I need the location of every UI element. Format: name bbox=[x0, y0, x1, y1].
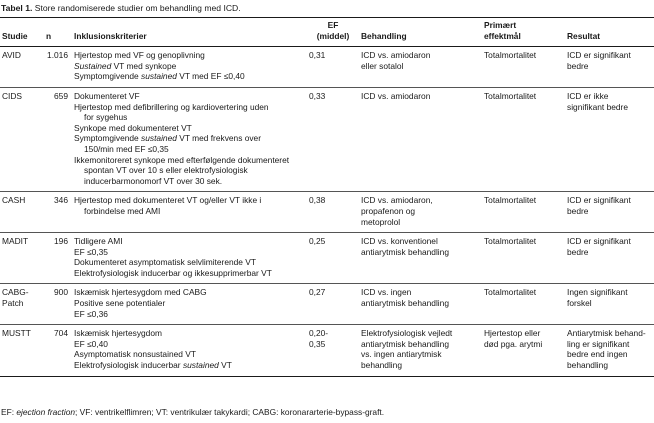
criteria-text: VT med synkope bbox=[111, 60, 177, 71]
col-header-endpoint-line1: Primært bbox=[484, 20, 517, 30]
treatment-line: ICD vs. konventionel bbox=[361, 236, 438, 247]
footnote-italic-text: ejection fraction bbox=[16, 407, 76, 417]
endpoint-line: Totalmortalitet bbox=[484, 90, 537, 101]
criteria-line bbox=[74, 309, 305, 320]
treatment-line: propafenon og bbox=[361, 205, 416, 216]
treatment-line: ICD vs. ingen bbox=[361, 287, 412, 298]
criteria-text: Synkope med dokumenteret VT bbox=[74, 122, 192, 133]
cell-endpoint bbox=[482, 192, 565, 233]
criteria-text: Ikkemonitoreret synkope med efterfølgende dokumenteret bbox=[74, 154, 290, 165]
result-line: bedre end ingen bbox=[567, 349, 628, 360]
criteria-italic-text: sustained bbox=[141, 133, 177, 144]
criteria-line bbox=[74, 112, 305, 123]
ef-line: 0,25 bbox=[309, 236, 326, 247]
result-line: behandling bbox=[567, 360, 608, 371]
criteria-line bbox=[74, 287, 305, 298]
cell-n: 659 bbox=[44, 87, 72, 191]
criteria-text: VT bbox=[218, 360, 232, 371]
ef-line: 0,33 bbox=[309, 90, 326, 101]
criteria-italic-text: sustained bbox=[182, 360, 219, 371]
cell-result bbox=[565, 233, 654, 284]
study-line: AVID bbox=[2, 50, 21, 61]
footnote-text: ; VF: ventrikelflimren; VT: ventrikulær takykardi; CABG: koronararterie-bypass-graft. bbox=[75, 407, 385, 417]
cell-study bbox=[0, 233, 44, 284]
criteria-text: EF ≤0,35 bbox=[74, 246, 108, 257]
cell-study bbox=[0, 284, 44, 325]
cell-endpoint bbox=[482, 87, 565, 191]
cell-n: 900 bbox=[44, 284, 72, 325]
study-line: CIDS bbox=[2, 90, 23, 101]
criteria-text: Hjertestop med VF og genoplivning bbox=[74, 50, 205, 61]
criteria-text: Dokumenteret VF bbox=[74, 90, 140, 101]
criteria-line bbox=[74, 61, 305, 72]
cell-ef bbox=[307, 284, 359, 325]
criteria-line bbox=[74, 71, 305, 82]
treatment-line: ICD vs. amiodaron bbox=[361, 50, 431, 61]
treatment-line: behandling bbox=[361, 360, 402, 371]
criteria-text: Positive sene potentialer bbox=[74, 298, 166, 309]
result-line: bedre bbox=[567, 60, 589, 71]
table-caption bbox=[1, 3, 241, 14]
cell-result bbox=[565, 87, 654, 191]
cell-ef bbox=[307, 325, 359, 376]
cell-criteria bbox=[72, 192, 307, 233]
study-line: MUSTT bbox=[2, 328, 31, 339]
result-line: forskel bbox=[567, 298, 592, 309]
table-body bbox=[0, 47, 654, 376]
table-row bbox=[0, 47, 654, 88]
ef-line: 0,20- bbox=[309, 328, 329, 339]
treatment-line: Elektrofysiologisk vejledt bbox=[361, 328, 453, 339]
cell-study bbox=[0, 47, 44, 88]
col-header-study: Studie bbox=[2, 30, 28, 41]
cell-criteria bbox=[72, 284, 307, 325]
ef-line: 0,38 bbox=[309, 195, 326, 206]
cell-study bbox=[0, 87, 44, 191]
cell-study bbox=[0, 192, 44, 233]
table-row bbox=[0, 192, 654, 233]
cell-endpoint bbox=[482, 47, 565, 88]
caption-text: Store randomiserede studier om behandling med ICD. bbox=[34, 3, 241, 13]
treatment-line: antiarytmisk behandling bbox=[361, 298, 449, 309]
cell-study bbox=[0, 325, 44, 376]
cell-treatment bbox=[359, 233, 482, 284]
col-header-ef-line2: (middel) bbox=[316, 30, 350, 41]
criteria-line bbox=[74, 236, 305, 247]
cell-n: 1.016 bbox=[47, 50, 68, 61]
criteria-line bbox=[74, 176, 305, 187]
criteria-line bbox=[74, 349, 305, 360]
criteria-line bbox=[74, 257, 305, 268]
criteria-line bbox=[74, 360, 305, 371]
study-line: CABG- bbox=[2, 287, 29, 298]
cell-treatment bbox=[359, 284, 482, 325]
criteria-text: Elektrofysiologisk inducerbar bbox=[74, 360, 183, 371]
cell-ef bbox=[307, 233, 359, 284]
cell-result bbox=[565, 284, 654, 325]
result-line: ICD er signifikant bbox=[567, 50, 631, 61]
treatment-line: antiarytmisk behandling bbox=[361, 246, 449, 257]
criteria-italic-text: Sustained bbox=[74, 60, 112, 71]
col-header-ef bbox=[307, 18, 359, 47]
col-header-endpoint bbox=[482, 18, 565, 47]
result-line: Antiarytmisk behand- bbox=[567, 328, 646, 339]
criteria-text: forbindelse med AMI bbox=[84, 205, 161, 216]
criteria-line bbox=[74, 206, 305, 217]
table-header-row bbox=[0, 18, 654, 47]
cell-n: 196 bbox=[44, 233, 72, 284]
result-line: bedre bbox=[567, 205, 589, 216]
cell-criteria bbox=[72, 47, 307, 88]
criteria-text: Dokumenteret asymptomatisk selvlimiterende VT bbox=[74, 257, 256, 268]
cell-result bbox=[565, 325, 654, 376]
criteria-line bbox=[74, 123, 305, 134]
criteria-text: spontan VT over 10 s eller elektrofysiologisk bbox=[84, 165, 248, 176]
result-line: ICD er signifikant bbox=[567, 236, 631, 247]
col-header-criteria: Inklusionskriterier bbox=[74, 30, 147, 41]
endpoint-line: Totalmortalitet bbox=[484, 287, 537, 298]
criteria-italic-text: sustained bbox=[141, 71, 177, 82]
result-line: ICD er signifikant bbox=[567, 195, 631, 206]
endpoint-line: Totalmortalitet bbox=[484, 195, 537, 206]
icd-studies-table bbox=[0, 17, 654, 377]
col-header-result: Resultat bbox=[567, 30, 601, 41]
ef-line: 0,27 bbox=[309, 287, 326, 298]
study-line: Patch bbox=[2, 298, 24, 309]
col-header-n: n bbox=[46, 30, 52, 41]
cell-ef bbox=[307, 192, 359, 233]
result-line: bedre bbox=[567, 246, 589, 257]
criteria-line bbox=[74, 328, 305, 339]
result-line: Ingen signifikant bbox=[567, 287, 628, 298]
ef-line: 0,35 bbox=[309, 338, 326, 349]
criteria-line bbox=[74, 50, 305, 61]
criteria-text: for sygehus bbox=[84, 112, 128, 123]
cell-treatment bbox=[359, 47, 482, 88]
footnote-text: EF: bbox=[1, 407, 17, 417]
cell-ef bbox=[307, 87, 359, 191]
cell-criteria bbox=[72, 233, 307, 284]
criteria-text: 150/min med EF ≤0,35 bbox=[84, 143, 169, 154]
col-header-endpoint-line2: effektmål bbox=[484, 30, 521, 41]
col-header-ef-line1: EF bbox=[327, 20, 339, 30]
table-row bbox=[0, 87, 654, 191]
criteria-text: EF ≤0,40 bbox=[74, 338, 108, 349]
result-line: signifikant bedre bbox=[567, 101, 628, 112]
treatment-line: eller sotalol bbox=[361, 60, 404, 71]
ef-line: 0,31 bbox=[309, 50, 326, 61]
treatment-line: ICD vs. amiodaron bbox=[361, 90, 431, 101]
treatment-line: metoprolol bbox=[361, 216, 401, 227]
criteria-text: Hjertestop med dokumenteret VT og/eller VT ikke i bbox=[74, 195, 262, 206]
table-row bbox=[0, 325, 654, 376]
criteria-text: Hjertestop med defibrillering og kardiovertering uden bbox=[74, 101, 269, 112]
criteria-text: VT med frekvens over bbox=[176, 133, 261, 144]
criteria-text: inducerbarmonomorf VT over 30 sek. bbox=[84, 175, 223, 186]
cell-treatment bbox=[359, 192, 482, 233]
cell-criteria bbox=[72, 325, 307, 376]
criteria-line bbox=[74, 102, 305, 113]
col-header-treatment: Behandling bbox=[361, 30, 407, 41]
cell-endpoint bbox=[482, 325, 565, 376]
cell-endpoint bbox=[482, 233, 565, 284]
criteria-text: VT med EF ≤0,40 bbox=[176, 71, 245, 82]
cell-n: 704 bbox=[44, 325, 72, 376]
criteria-line bbox=[74, 165, 305, 176]
criteria-line bbox=[74, 268, 305, 279]
cell-treatment bbox=[359, 87, 482, 191]
criteria-line bbox=[74, 133, 305, 144]
treatment-line: vs. ingen antiarytmisk bbox=[361, 349, 442, 360]
study-line: CASH bbox=[2, 195, 26, 206]
criteria-text: Iskæmisk hjertesygdom med CABG bbox=[74, 287, 207, 298]
treatment-line: antiarytmisk behandling bbox=[361, 338, 449, 349]
endpoint-line: død pga. arytmi bbox=[484, 338, 543, 349]
criteria-line bbox=[74, 298, 305, 309]
criteria-line bbox=[74, 339, 305, 350]
cell-result bbox=[565, 192, 654, 233]
result-line: ICD er ikke bbox=[567, 90, 609, 101]
criteria-line bbox=[74, 155, 305, 166]
cell-treatment bbox=[359, 325, 482, 376]
criteria-text: Elektrofysiologisk inducerbar og ikkesupprimerbar VT bbox=[74, 267, 272, 278]
treatment-line: ICD vs. amiodaron, bbox=[361, 195, 433, 206]
criteria-text: EF ≤0,36 bbox=[74, 308, 108, 319]
endpoint-line: Hjertestop eller bbox=[484, 328, 541, 339]
endpoint-line: Totalmortalitet bbox=[484, 50, 537, 61]
cell-criteria bbox=[72, 87, 307, 191]
criteria-text: Asymptomatisk nonsustained VT bbox=[74, 349, 196, 360]
endpoint-line: Totalmortalitet bbox=[484, 236, 537, 247]
criteria-text: Symptomgivende bbox=[74, 133, 142, 144]
caption-label: Tabel 1. bbox=[1, 3, 33, 13]
criteria-line bbox=[74, 144, 305, 155]
criteria-text: Iskæmisk hjertesygdom bbox=[74, 328, 162, 339]
table-row bbox=[0, 284, 654, 325]
criteria-line bbox=[74, 247, 305, 258]
table-row bbox=[0, 233, 654, 284]
cell-ef bbox=[307, 47, 359, 88]
criteria-text: Tidligere AMI bbox=[74, 236, 123, 247]
cell-n: 346 bbox=[44, 192, 72, 233]
cell-result bbox=[565, 47, 654, 88]
criteria-line bbox=[74, 91, 305, 102]
table-footnote bbox=[1, 407, 384, 418]
result-line: ling er signifikant bbox=[567, 338, 630, 349]
criteria-text: Symptomgivende bbox=[74, 71, 142, 82]
criteria-line bbox=[74, 195, 305, 206]
study-line: MADIT bbox=[2, 236, 29, 247]
cell-endpoint bbox=[482, 284, 565, 325]
